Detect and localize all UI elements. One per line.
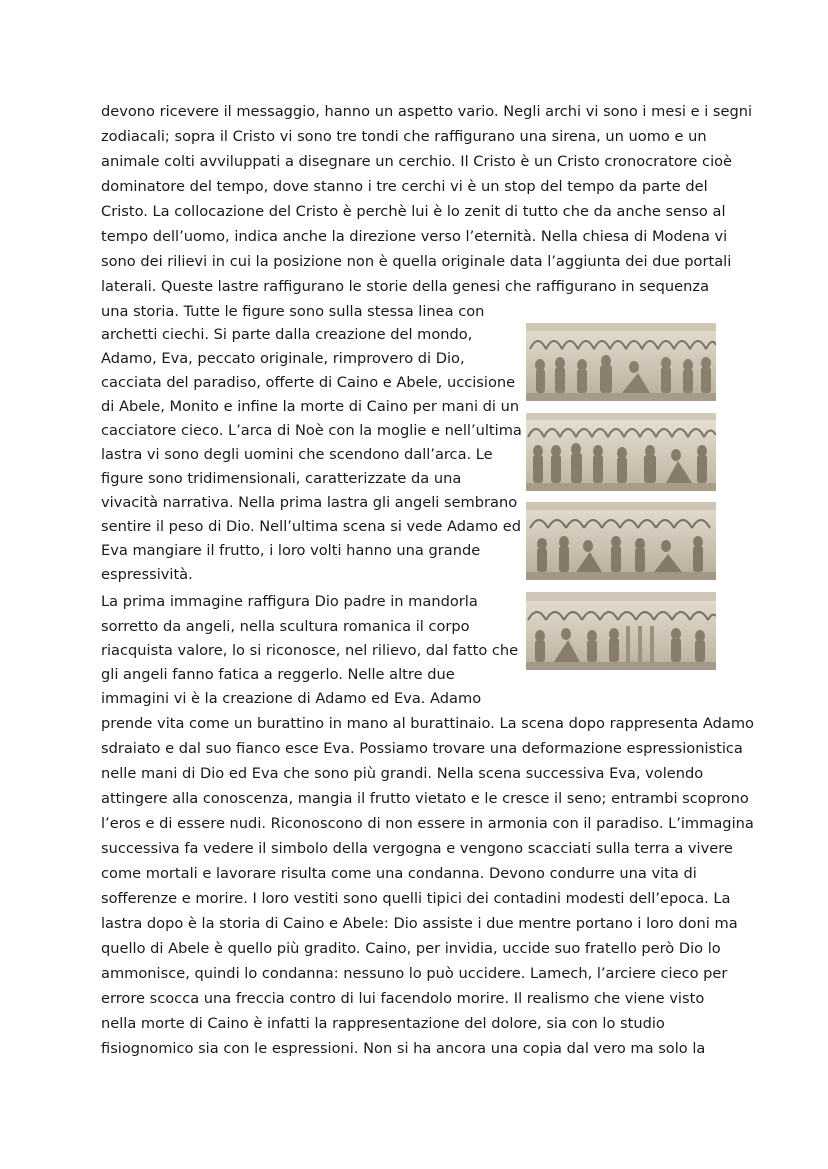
text-line: sofferenze e morire. I loro vestiti sono quelli tipici dei contadini modesti dell’epoca. La xyxy=(101,890,731,907)
text-line: zodiacali; sopra il Cristo vi sono tre tondi che raffigurano una sirena, un uomo e un xyxy=(101,128,707,145)
text-line: Eva mangiare il frutto, i loro volti hanno una grande xyxy=(101,542,481,559)
text-line: errore scocca una freccia contro di lui facendolo morire. Il realismo che viene visto xyxy=(101,990,705,1007)
text-line: lastra dopo è la storia di Caino e Abele: Dio assiste i due mentre portano i loro doni ma xyxy=(101,915,738,932)
text-line: La prima immagine raffigura Dio padre in mandorla xyxy=(101,593,478,610)
text-line: come mortali e lavorare risulta come una condanna. Devono condurre una vita di xyxy=(101,865,697,882)
text-line: Adamo, Eva, peccato originale, rimprovero di Dio, xyxy=(101,350,465,367)
text-line: fisiognomico sia con le espressioni. Non si ha ancora una copia dal vero ma solo la xyxy=(101,1040,706,1057)
text-line: riacquista valore, lo si riconosce, nel rilievo, dal fatto che xyxy=(101,642,519,659)
text-line: dominatore del tempo, dove stanno i tre cerchi vi è un stop del tempo da parte del xyxy=(101,178,708,195)
text-line: laterali. Queste lastre raffigurano le storie della genesi che raffigurano in sequenza xyxy=(101,278,710,295)
relief-photo-2 xyxy=(526,413,716,491)
relief-photo-2-image xyxy=(526,413,716,491)
relief-photo-4 xyxy=(526,592,716,670)
relief-photo-4-image xyxy=(526,592,716,670)
text-line: vivacità narrativa. Nella prima lastra gli angeli sembrano xyxy=(101,494,518,511)
text-line: gli angeli fanno fatica a reggerlo. Nelle altre due xyxy=(101,666,455,683)
text-line: figure sono tridimensionali, caratterizzate da una xyxy=(101,470,462,487)
relief-photo-3-image xyxy=(526,502,716,580)
relief-photo-1-image xyxy=(526,323,716,401)
text-line: nelle mani di Dio ed Eva che sono più grandi. Nella scena successiva Eva, volendo xyxy=(101,765,704,782)
text-line: lastra vi sono degli uomini che scendono dall’arca. Le xyxy=(101,446,493,463)
text-line: attingere alla conoscenza, mangia il frutto vietato e le cresce il seno; entrambi scoprono xyxy=(101,790,749,807)
relief-photo-3 xyxy=(526,502,716,580)
text-line: espressività. xyxy=(101,566,193,583)
text-line: sono dei rilievi in cui la posizione non è quella originale data l’aggiunta dei due portali xyxy=(101,253,732,270)
text-line: cacciatore cieco. L’arca di Noè con la moglie e nell’ultima xyxy=(101,422,522,439)
text-line: sorretto da angeli, nella scultura romanica il corpo xyxy=(101,618,470,635)
text-line: nella morte di Caino è infatti la rappresentazione del dolore, sia con lo studio xyxy=(101,1015,665,1032)
text-line: ammonisce, quindi lo condanna: nessuno lo può uccidere. Lamech, l’arciere cieco per xyxy=(101,965,728,982)
text-line: di Abele, Monito e infine la morte di Caino per mani di un xyxy=(101,398,520,415)
text-line: animale colti avviluppati a disegnare un cerchio. Il Cristo è un Cristo cronocratore cioè xyxy=(101,153,733,170)
text-line: Cristo. La collocazione del Cristo è perchè lui è lo zenit di tutto che da anche senso al xyxy=(101,203,726,220)
text-line: devono ricevere il messaggio, hanno un aspetto vario. Negli archi vi sono i mesi e i segni xyxy=(101,103,753,120)
text-line: tempo dell’uomo, indica anche la direzione verso l’eternità. Nella chiesa di Modena vi xyxy=(101,228,728,245)
text-line: una storia. Tutte le figure sono sulla stessa linea con xyxy=(101,303,485,320)
text-line: cacciata del paradiso, offerte di Caino e Abele, uccisione xyxy=(101,374,516,391)
text-line: sdraiato e dal suo fianco esce Eva. Possiamo trovare una deformazione espressionistica xyxy=(101,740,743,757)
text-line: prende vita come un burattino in mano al burattinaio. La scena dopo rappresenta Adamo xyxy=(101,715,754,732)
text-line: l’eros e di essere nudi. Riconoscono di non essere in armonia con il paradiso. L’immagina xyxy=(101,815,754,832)
text-line: sentire il peso di Dio. Nell’ultima scena si vede Adamo ed xyxy=(101,518,521,535)
relief-photo-1 xyxy=(526,323,716,401)
text-line: quello di Abele è quello più gradito. Caino, per invidia, uccide suo fratello però Dio lo xyxy=(101,940,721,957)
text-line: archetti ciechi. Si parte dalla creazione del mondo, xyxy=(101,326,473,343)
text-line: immagini vi è la creazione di Adamo ed Eva. Adamo xyxy=(101,690,482,707)
text-line: successiva fa vedere il simbolo della vergogna e vengono scacciati sulla terra a vivere xyxy=(101,840,733,857)
